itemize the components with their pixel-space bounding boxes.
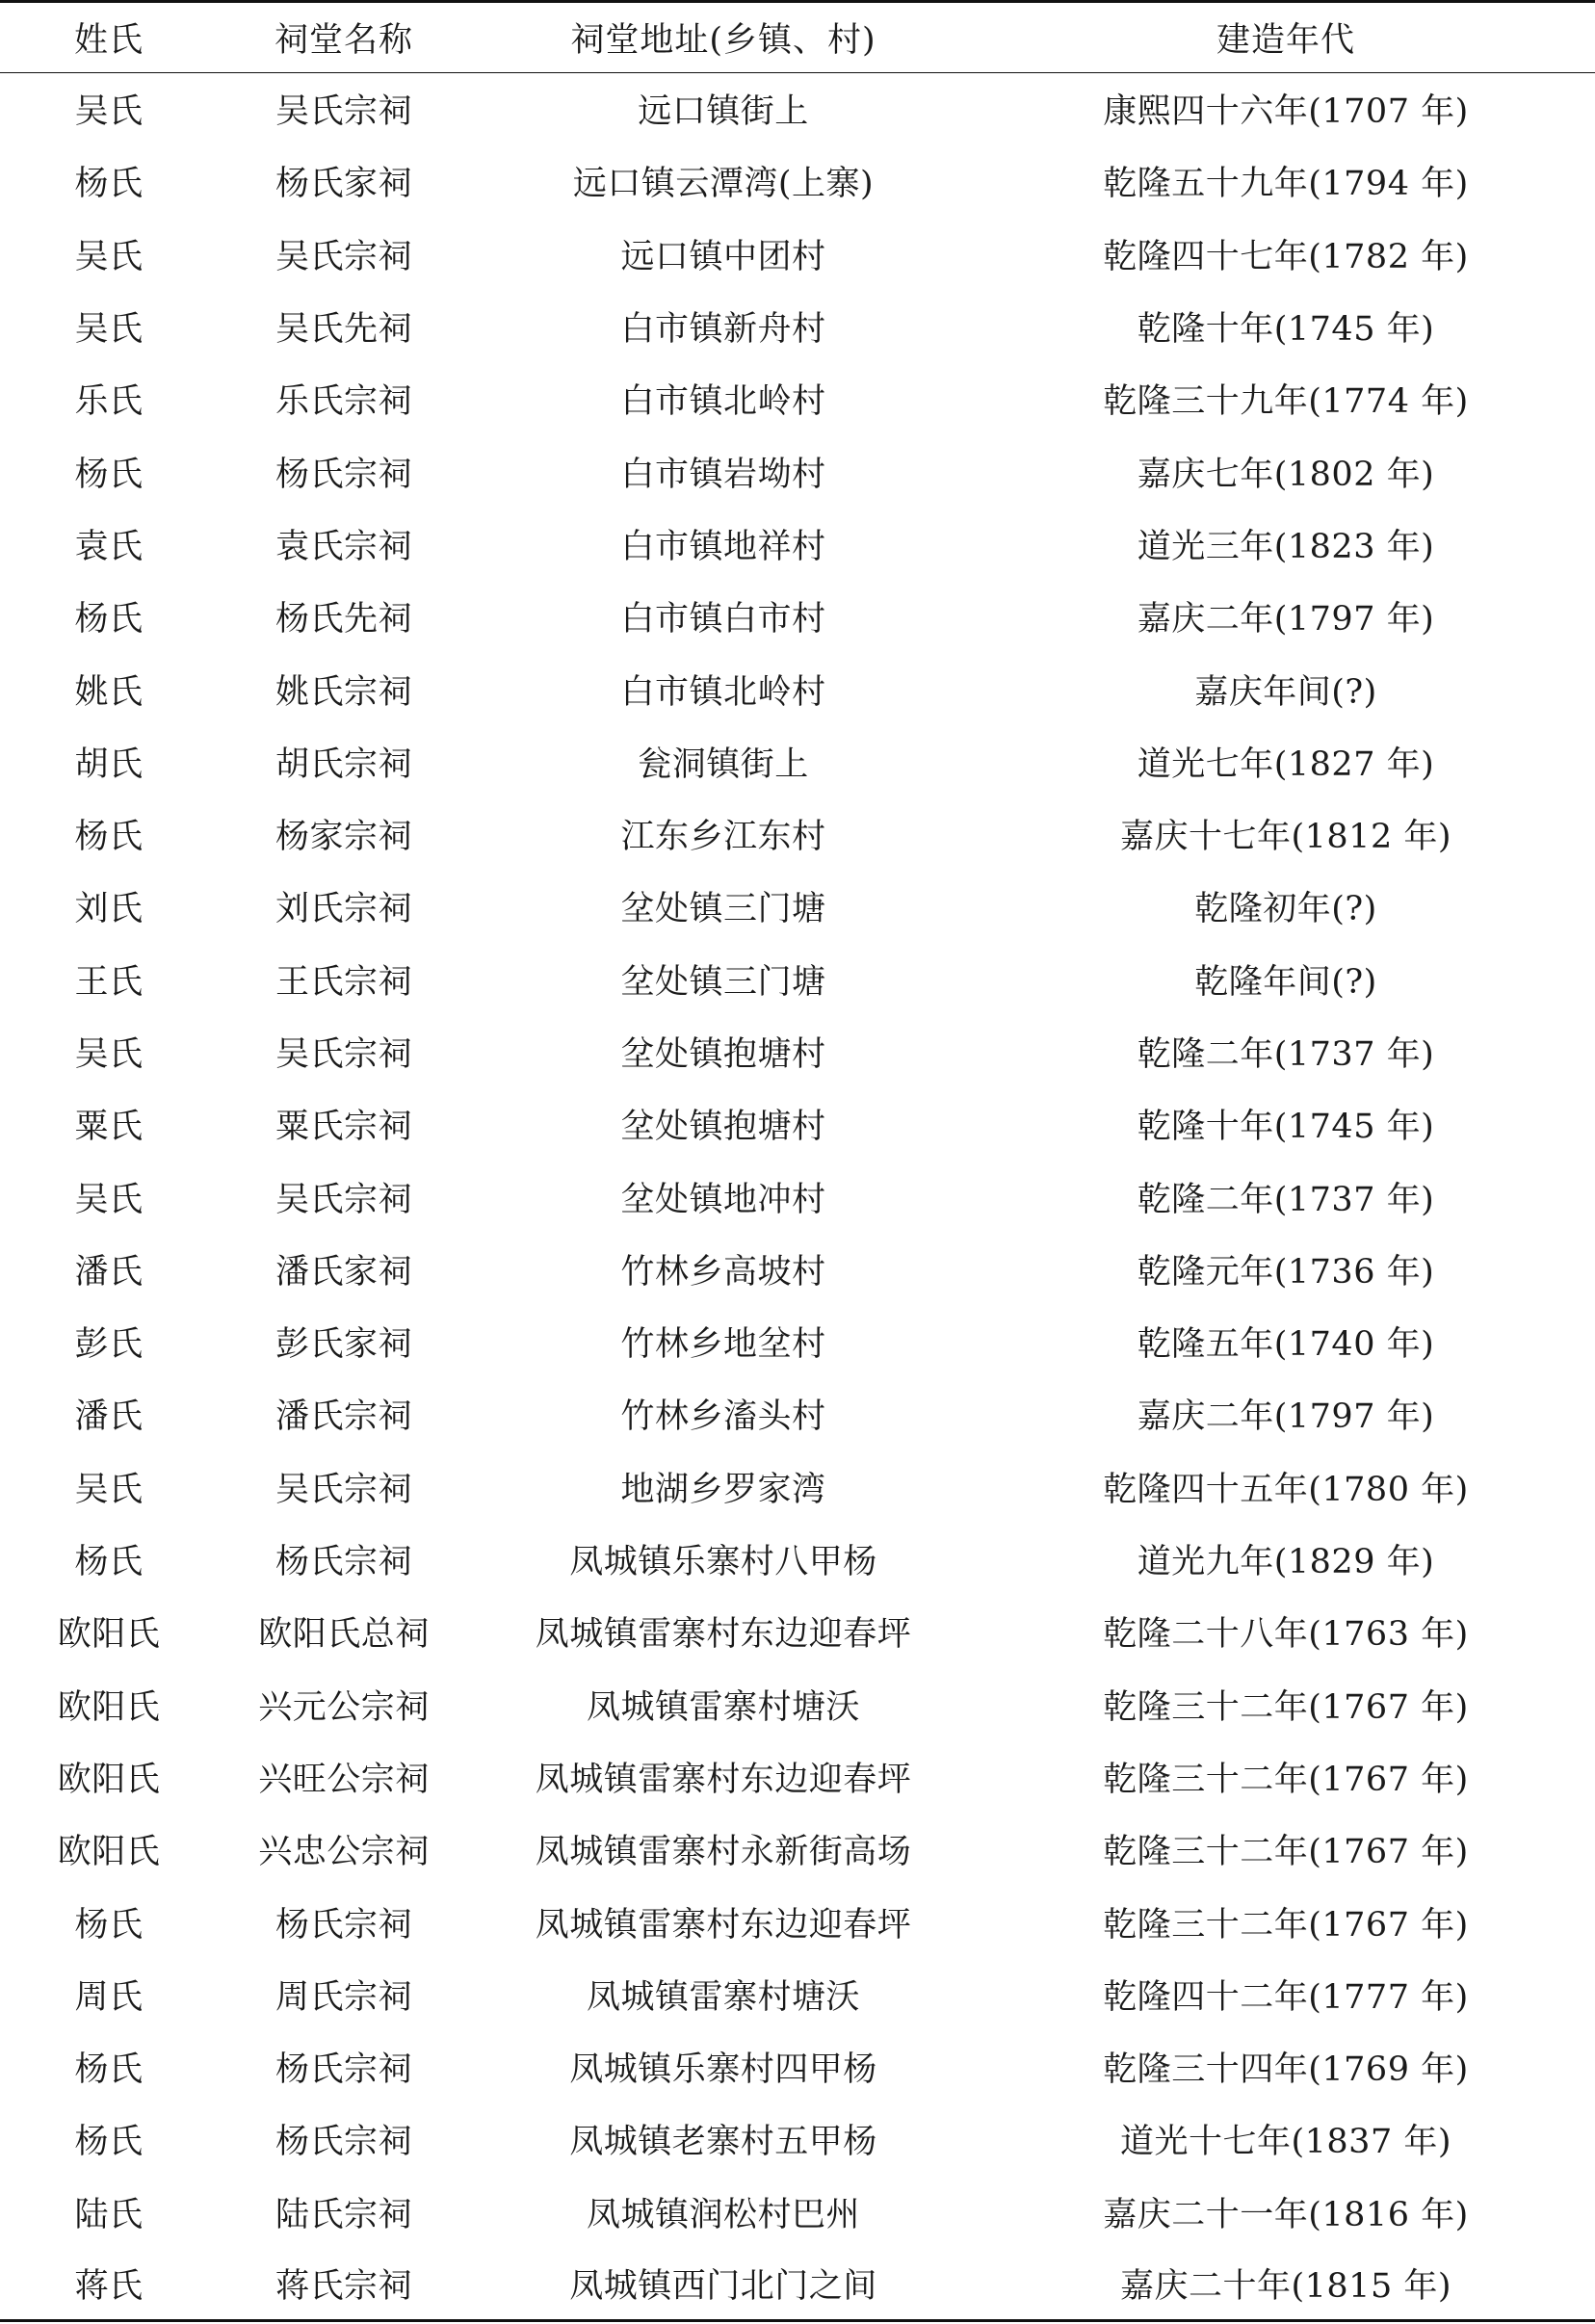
cell-hall-address: 远口镇街上 [638,92,809,132]
cell-surname: 王氏 [74,962,144,1002]
cell-build-era: 道光十七年(1837 年) [1119,2123,1451,2162]
cell-hall-address: 竹林乡地坌村 [620,1325,826,1365]
cell-surname: 胡氏 [74,744,144,784]
cell-build-era: 乾隆十年(1745 年) [1137,1108,1435,1147]
cell-surname: 杨氏 [74,165,144,204]
cell-hall-address: 瓮洞镇街上 [638,744,809,784]
cell-build-era: 嘉庆二年(1797 年) [1137,1397,1435,1437]
cell-hall-address: 凤城镇润松村巴州 [586,2195,860,2234]
table-row [0,1015,1595,1087]
cell-hall-name: 陆氏宗祠 [275,2195,412,2234]
cell-build-era: 乾隆二十八年(1763 年) [1103,1615,1469,1655]
table-row [0,435,1595,508]
cell-hall-address: 凤城镇老寨村五甲杨 [569,2123,877,2162]
cell-surname: 吴氏 [74,1035,144,1074]
cell-surname: 潘氏 [74,1252,144,1292]
cell-build-era: 乾隆二年(1737 年) [1137,1035,1435,1074]
table-row [0,1668,1595,1740]
cell-hall-name: 袁氏宗祠 [275,527,412,566]
cell-surname: 潘氏 [74,1397,144,1437]
cell-hall-address: 远口镇中团村 [620,237,826,276]
cell-hall-address: 坌处镇三门塘 [620,890,826,929]
table-row [0,1596,1595,1668]
cell-build-era: 乾隆五年(1740 年) [1137,1325,1435,1365]
cell-build-era: 乾隆三十二年(1767 年) [1103,1760,1469,1799]
table-row [0,2176,1595,2248]
cell-hall-name: 刘氏宗祠 [275,890,412,929]
cell-surname: 粟氏 [74,1108,144,1147]
cell-build-era: 乾隆五十九年(1794 年) [1103,165,1469,204]
table-row [0,1306,1595,1378]
cell-hall-name: 粟氏宗祠 [275,1108,412,1147]
table-row [0,218,1595,290]
cell-hall-name: 王氏宗祠 [275,962,412,1002]
cell-hall-address: 竹林乡高坡村 [620,1252,826,1292]
cell-hall-name: 兴旺公宗祠 [258,1760,430,1799]
cell-hall-name: 杨氏宗祠 [275,1905,412,1945]
table-row [0,1161,1595,1233]
cell-hall-address: 白市镇新舟村 [620,310,826,350]
cell-build-era: 道光三年(1823 年) [1137,527,1435,566]
cell-hall-name: 兴忠公宗祠 [258,1833,430,1872]
cell-build-era: 乾隆年间(?) [1194,962,1377,1002]
cell-build-era: 乾隆三十二年(1767 年) [1103,1687,1469,1727]
header-surname: 姓氏 [0,2,218,73]
table-row [0,145,1595,218]
cell-surname: 杨氏 [74,2123,144,2162]
cell-build-era: 乾隆二年(1737 年) [1137,1180,1435,1219]
cell-surname: 欧阳氏 [57,1833,161,1872]
cell-surname: 蒋氏 [0,2248,218,2320]
cell-surname: 姚氏 [74,672,144,712]
header-build-era: 建造年代 [977,2,1595,73]
cell-hall-address: 凤城镇雷寨村东边迎春坪 [535,1760,912,1799]
cell-surname: 杨氏 [74,1905,144,1945]
cell-hall-name: 杨氏宗祠 [275,1543,412,1582]
cell-hall-name: 吴氏宗祠 [275,1470,412,1509]
cell-hall-address: 远口镇云潭湾(上寨) [572,165,875,204]
cell-build-era: 乾隆四十七年(1782 年) [1103,237,1469,276]
cell-hall-name: 彭氏家祠 [275,1325,412,1365]
cell-build-era: 乾隆四十五年(1780 年) [1103,1470,1469,1509]
cell-hall-address: 坌处镇抱塘村 [620,1108,826,1147]
table-row [0,290,1595,362]
cell-hall-name: 杨氏宗祠 [275,2123,412,2162]
cell-surname: 欧阳氏 [57,1615,161,1655]
cell-surname: 欧阳氏 [57,1760,161,1799]
table-row [0,363,1595,435]
cell-hall-name: 蒋氏宗祠 [218,2248,470,2320]
cell-build-era: 乾隆三十二年(1767 年) [1103,1905,1469,1945]
table-row [0,1450,1595,1523]
cell-hall-address: 凤城镇雷寨村塘沃 [586,1687,860,1727]
table-row [0,1886,1595,1958]
cell-build-era: 嘉庆七年(1802 年) [1137,455,1435,494]
cell-hall-address: 凤城镇乐寨村四甲杨 [569,2050,877,2090]
cell-hall-address: 竹林乡滀头村 [620,1397,826,1437]
cell-hall-address: 凤城镇乐寨村八甲杨 [569,1543,877,1582]
cell-hall-name: 胡氏宗祠 [275,744,412,784]
cell-surname: 袁氏 [74,527,144,566]
cell-hall-address: 坌处镇三门塘 [620,962,826,1002]
cell-build-era: 嘉庆二十一年(1816 年) [1103,2195,1469,2234]
table-row [0,581,1595,653]
table-row [0,1233,1595,1305]
cell-hall-name: 杨氏家祠 [275,165,412,204]
table-row [0,508,1595,580]
cell-hall-name: 吴氏宗祠 [275,1035,412,1074]
cell-surname: 杨氏 [74,2050,144,2090]
table-row [0,2248,1595,2320]
cell-hall-address: 地湖乡罗家湾 [620,1470,826,1509]
cell-build-era: 乾隆三十四年(1769 年) [1103,2050,1469,2090]
cell-hall-address: 坌处镇抱塘村 [620,1035,826,1074]
cell-hall-name: 吴氏宗祠 [275,92,412,132]
cell-build-era: 乾隆十年(1745 年) [1137,310,1435,350]
table-row [0,73,1595,145]
table-row [0,1523,1595,1595]
cell-build-era: 康熙四十六年(1707 年) [1103,92,1469,132]
cell-surname: 吴氏 [74,237,144,276]
cell-hall-name: 吴氏宗祠 [275,1180,412,1219]
cell-surname: 陆氏 [74,2195,144,2234]
cell-hall-address: 凤城镇雷寨村东边迎春坪 [535,1905,912,1945]
cell-hall-name: 欧阳氏总祠 [258,1615,430,1655]
cell-build-era: 乾隆初年(?) [1194,890,1377,929]
cell-build-era: 嘉庆十七年(1812 年) [1119,818,1451,857]
header-hall-name: 祠堂名称 [218,2,470,73]
cell-hall-address: 江东乡江东村 [620,818,826,857]
cell-hall-address: 坌处镇地冲村 [620,1180,826,1219]
cell-build-era: 乾隆三十二年(1767 年) [1103,1833,1469,1872]
cell-surname: 乐氏 [74,382,144,422]
cell-hall-name: 杨氏宗祠 [275,2050,412,2090]
table-row [0,1378,1595,1450]
table-row [0,1740,1595,1813]
cell-hall-name: 杨家宗祠 [275,818,412,857]
cell-hall-name: 吴氏宗祠 [275,237,412,276]
cell-surname: 杨氏 [74,455,144,494]
cell-hall-address: 白市镇北岭村 [620,672,826,712]
table-row [0,1814,1595,1886]
cell-surname: 彭氏 [74,1325,144,1365]
cell-hall-address: 凤城镇雷寨村塘沃 [586,1977,860,2017]
cell-build-era: 道光九年(1829 年) [1137,1543,1435,1582]
table-row [0,2031,1595,2103]
cell-hall-name: 乐氏宗祠 [275,382,412,422]
table-row [0,1088,1595,1161]
cell-build-era: 嘉庆二十年(1815 年) [977,2248,1595,2320]
cell-surname: 杨氏 [74,1543,144,1582]
cell-build-era: 乾隆三十九年(1774 年) [1103,382,1469,422]
table-row [0,797,1595,870]
cell-build-era: 嘉庆年间(?) [1194,672,1377,712]
cell-build-era: 乾隆元年(1736 年) [1137,1252,1435,1292]
cell-hall-name: 周氏宗祠 [275,1977,412,2017]
cell-build-era: 嘉庆二年(1797 年) [1137,600,1435,640]
cell-surname: 吴氏 [74,1470,144,1509]
cell-hall-name: 姚氏宗祠 [275,672,412,712]
header-row [0,2,1595,73]
cell-hall-address: 白市镇地祥村 [620,527,826,566]
cell-hall-address: 凤城镇雷寨村东边迎春坪 [535,1615,912,1655]
cell-surname: 杨氏 [74,818,144,857]
table-row [0,2103,1595,2176]
cell-hall-address: 白市镇北岭村 [620,382,826,422]
cell-hall-name: 杨氏宗祠 [275,455,412,494]
table-row [0,653,1595,725]
cell-hall-name: 杨氏先祠 [275,600,412,640]
table-row [0,943,1595,1015]
cell-hall-address: 白市镇岩坳村 [620,455,826,494]
cell-build-era: 道光七年(1827 年) [1137,744,1435,784]
header-hall-address: 祠堂地址(乡镇、村) [470,2,977,73]
cell-surname: 周氏 [74,1977,144,2017]
cell-hall-name: 兴元公宗祠 [258,1687,430,1727]
cell-surname: 吴氏 [74,92,144,132]
cell-hall-name: 潘氏宗祠 [275,1397,412,1437]
cell-hall-address: 凤城镇雷寨村永新街高场 [535,1833,912,1872]
cell-build-era: 乾隆四十二年(1777 年) [1103,1977,1469,2017]
cell-surname: 吴氏 [74,1180,144,1219]
cell-hall-name: 吴氏先祠 [275,310,412,350]
cell-hall-address: 凤城镇西门北门之间 [470,2248,977,2320]
cell-hall-name: 潘氏家祠 [275,1252,412,1292]
cell-surname: 刘氏 [74,890,144,929]
table-body [0,73,1595,2321]
table-header [0,2,1595,73]
table-row [0,871,1595,943]
cell-surname: 吴氏 [74,310,144,350]
cell-surname: 杨氏 [74,600,144,640]
cell-hall-address: 白市镇白市村 [620,600,826,640]
table-row [0,725,1595,797]
table-row [0,1958,1595,2030]
cell-surname: 欧阳氏 [57,1687,161,1727]
